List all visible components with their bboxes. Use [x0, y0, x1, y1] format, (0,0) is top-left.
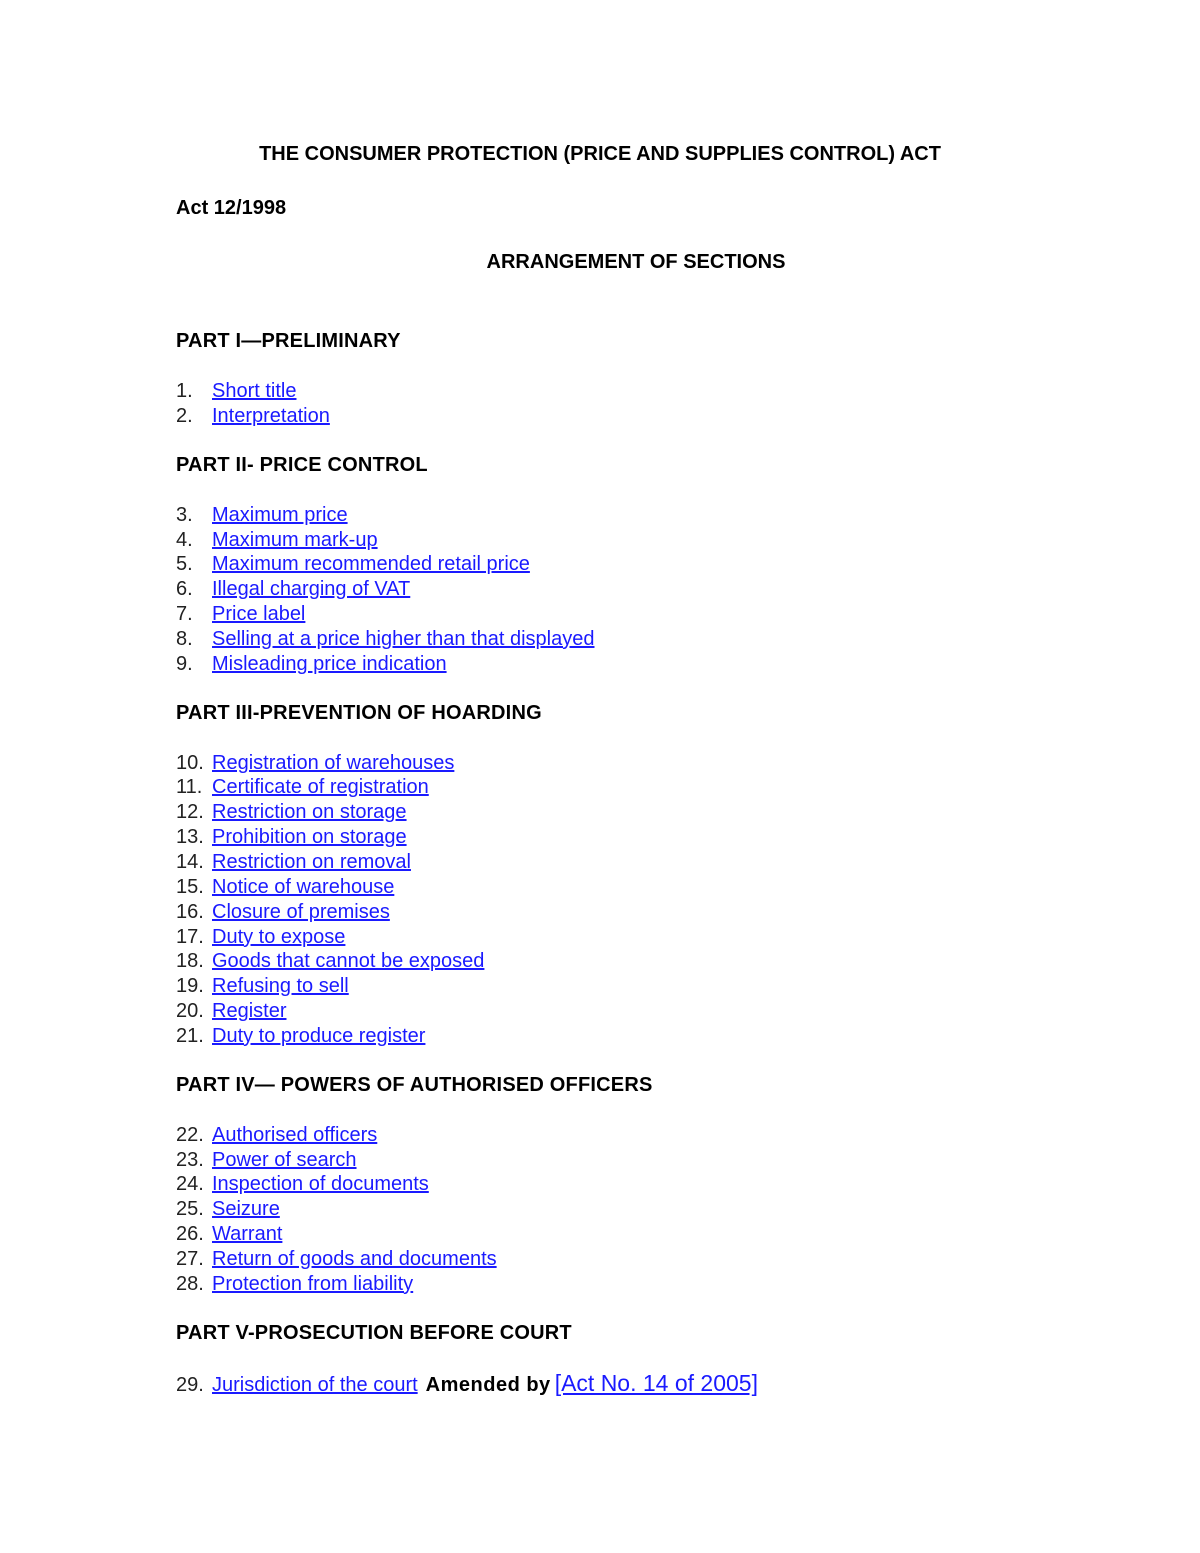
section-list: [176, 751, 758, 1049]
section-number: 26.: [176, 1223, 204, 1246]
section-number: 1.: [176, 380, 193, 402]
list-item: [176, 925, 758, 950]
section-number: 4.: [176, 528, 193, 551]
section-link[interactable]: Notice of warehouse: [212, 875, 395, 898]
section-number: 16.: [176, 900, 204, 923]
section-link[interactable]: Refusing to sell: [212, 975, 349, 998]
amended-by-label: Amended by: [425, 1373, 551, 1396]
section-link[interactable]: Selling at a price higher than that displayed: [212, 627, 595, 650]
section-link[interactable]: Maximum mark-up: [212, 528, 378, 551]
section-number: 13.: [176, 826, 204, 849]
section-number: 17.: [176, 925, 204, 948]
list-item: [176, 751, 758, 776]
section-number: 28.: [176, 1272, 204, 1295]
list-item: [176, 602, 758, 627]
section-link[interactable]: Protection from liability: [212, 1272, 414, 1295]
amending-act-link[interactable]: [Act No. 14 of 2005]: [554, 1369, 758, 1396]
section-link[interactable]: Inspection of documents: [212, 1173, 429, 1196]
section-link[interactable]: Warrant: [212, 1223, 283, 1246]
part-heading: PART II- PRICE CONTROL: [176, 453, 428, 476]
part-heading: PART III-PREVENTION OF HOARDING: [176, 701, 542, 724]
section-number: 6.: [176, 578, 193, 601]
list-item: [176, 652, 758, 677]
section-link[interactable]: Closure of premises: [212, 900, 390, 923]
section-number: 22.: [176, 1123, 204, 1146]
list-item: [176, 1148, 758, 1173]
section-number: 21.: [176, 1024, 204, 1047]
list-item: [176, 1197, 758, 1222]
list-item: [176, 900, 758, 925]
list-item: [176, 875, 758, 900]
section-link[interactable]: Maximum recommended retail price: [212, 553, 530, 576]
section-link[interactable]: Register: [212, 1000, 287, 1023]
section-number: 25.: [176, 1198, 204, 1221]
list-item: [176, 528, 758, 553]
list-item: [176, 1123, 758, 1148]
section-number: 9.: [176, 652, 193, 675]
section-number: 12.: [176, 801, 204, 824]
section-link[interactable]: Maximum price: [212, 503, 348, 526]
table-of-contents: [176, 329, 758, 1419]
section-link[interactable]: Return of goods and documents: [212, 1247, 497, 1270]
document-title: THE CONSUMER PROTECTION (PRICE AND SUPPLIES CONTROL) ACT: [259, 143, 941, 165]
section-number: 7.: [176, 603, 193, 626]
list-item: [176, 775, 758, 800]
list-item: [176, 552, 758, 577]
section-link[interactable]: Power of search: [212, 1148, 357, 1171]
part-heading: PART IV— POWERS OF AUTHORISED OFFICERS: [176, 1073, 653, 1096]
section-number: 24.: [176, 1173, 204, 1196]
section-number: 29.: [176, 1373, 204, 1396]
section-link[interactable]: Prohibition on storage: [212, 826, 407, 849]
section-link[interactable]: Registration of warehouses: [212, 751, 455, 774]
section-link[interactable]: Illegal charging of VAT: [212, 578, 411, 601]
list-item: [176, 800, 758, 825]
section-link[interactable]: Authorised officers: [212, 1123, 378, 1146]
section-number: 2.: [176, 404, 193, 427]
part-heading: PART V-PROSECUTION BEFORE COURT: [176, 1321, 572, 1344]
section-number: 27.: [176, 1247, 204, 1270]
section-number: 19.: [176, 975, 204, 998]
section-link[interactable]: Short title: [212, 380, 297, 402]
part-heading: PART I—PRELIMINARY: [176, 330, 401, 352]
section-link[interactable]: Misleading price indication: [212, 652, 447, 675]
list-item: [176, 1024, 758, 1049]
section-number: 8.: [176, 627, 193, 650]
list-item: [176, 503, 758, 528]
section-link[interactable]: Restriction on removal: [212, 850, 411, 873]
section-link[interactable]: Certificate of registration: [212, 776, 429, 799]
section-number: 11.: [176, 776, 203, 799]
list-item: [176, 404, 758, 429]
list-item: [176, 379, 758, 404]
section-link[interactable]: Seizure: [212, 1198, 280, 1221]
section-number: 14.: [176, 850, 204, 873]
list-item: [176, 627, 758, 652]
list-item: [176, 577, 758, 602]
section-number: 23.: [176, 1148, 204, 1171]
list-item: [176, 1172, 758, 1197]
arrangement-heading: ARRANGEMENT OF SECTIONS: [486, 251, 786, 273]
section-link[interactable]: Duty to produce register: [212, 1024, 426, 1047]
section-link[interactable]: Interpretation: [212, 404, 330, 427]
list-item: [176, 1272, 758, 1297]
section-number: 5.: [176, 553, 193, 576]
section-number: 20.: [176, 1000, 204, 1023]
list-item: [176, 974, 758, 999]
section-list: [176, 1123, 758, 1297]
section-link[interactable]: Price label: [212, 603, 306, 626]
list-item: [176, 850, 758, 875]
section-number: 18.: [176, 950, 204, 973]
section-number: 10.: [176, 751, 204, 774]
section-link[interactable]: Jurisdiction of the court: [212, 1373, 418, 1396]
list-item: [176, 825, 758, 850]
list-item: [176, 1247, 758, 1272]
section-number: 3.: [176, 503, 193, 526]
section-link[interactable]: Duty to expose: [212, 925, 346, 948]
list-item: [176, 1371, 758, 1396]
section-number: 15.: [176, 875, 204, 898]
section-list: [176, 379, 758, 429]
section-link[interactable]: Goods that cannot be exposed: [212, 950, 485, 973]
list-item: [176, 949, 758, 974]
section-list: [176, 503, 758, 677]
section-link[interactable]: Restriction on storage: [212, 801, 407, 824]
list-item: [176, 1222, 758, 1247]
section-list: [176, 1371, 758, 1396]
act-number: Act 12/1998: [176, 197, 287, 219]
list-item: [176, 999, 758, 1024]
